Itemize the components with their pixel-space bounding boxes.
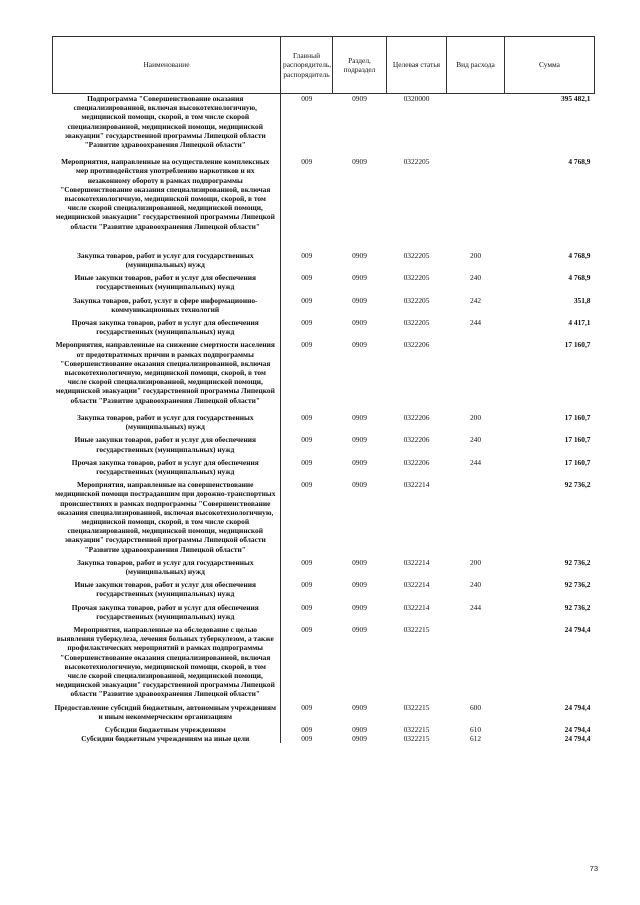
row-section-code: 0909 (352, 273, 367, 283)
row-expense-code (447, 157, 505, 251)
row-chief-code: 009 (301, 340, 313, 350)
row-target-code: 0322215 (403, 724, 430, 734)
row-expense-code (447, 340, 505, 412)
table-row (53, 435, 595, 457)
row-amount: 351,8 (573, 295, 591, 305)
row-expense-code (447, 94, 505, 158)
row-chief-code: 009 (301, 724, 313, 734)
table-row (53, 157, 595, 251)
row-amount: 17 160,7 (564, 340, 591, 350)
row-amount: 24 794,4 (564, 724, 591, 734)
row-expense-code: 242 (469, 295, 482, 305)
row-amount: 24 794,4 (564, 702, 591, 712)
table-row (53, 94, 595, 158)
row-chief-code: 009 (301, 734, 313, 744)
table-row (53, 725, 595, 734)
budget-table (52, 36, 595, 743)
row-name: Иные закупки товаров, работ и услуг для обеспечения государственных (муниципальных) нужд (53, 580, 281, 602)
row-name: Иные закупки товаров, работ и услуг для обеспечения государственных (муниципальных) нужд (53, 273, 281, 295)
row-section-code: 0909 (352, 724, 367, 734)
header-section: Раздел, подраздел (333, 37, 387, 94)
row-target-code: 0322206 (403, 435, 430, 445)
row-expense-code (447, 480, 505, 558)
table-row (53, 580, 595, 602)
row-name: Прочая закупка товаров, работ и услуг для обеспечения государственных (муниципальных) нужд (53, 458, 281, 480)
header-target-article: Целевая статья (387, 37, 447, 94)
row-expense-code: 200 (469, 250, 482, 260)
row-chief-code: 009 (301, 412, 313, 422)
table-row (53, 296, 595, 318)
row-target-code: 0322215 (403, 624, 430, 634)
row-amount: 92 736,2 (564, 557, 591, 567)
row-name: Субсидии бюджетным учреждениям (53, 725, 281, 734)
row-amount: 4 768,9 (568, 273, 591, 283)
row-amount: 17 160,7 (564, 412, 591, 422)
row-section-code: 0909 (352, 412, 367, 422)
row-expense-code: 240 (469, 273, 482, 283)
row-section-code: 0909 (352, 580, 367, 590)
row-chief-code: 009 (301, 702, 313, 712)
row-chief-code: 009 (301, 318, 313, 328)
table-header-row (53, 37, 595, 94)
row-chief-code: 009 (301, 94, 313, 103)
row-name: Мероприятия, направленные на совершенствование медицинской помощи пострадавшим при дорожно-транспортных происшествиях в рамках подпрограммы "Совершенствование оказания специализированной, включая высокотехнологичную, медицинской помощи, скорой, в том числе скорой специализированной, медицинской помощи, медицинской эвакуации" государственной программы Липецкой области "Развитие здравоохранения Липецкой области" (53, 480, 281, 558)
row-name: Прочая закупка товаров, работ и услуг для обеспечения государственных (муниципальных) нужд (53, 603, 281, 625)
row-amount: 4 417,1 (568, 318, 591, 328)
row-expense-code: 200 (469, 557, 482, 567)
row-amount: 17 160,7 (564, 435, 591, 445)
row-name: Предоставление субсидий бюджетным, автономным учреждениям и иным некоммерческим организациям (53, 703, 281, 725)
row-section-code: 0909 (352, 457, 367, 467)
table-row (53, 625, 595, 703)
row-chief-code: 009 (301, 157, 313, 167)
header-expense-type: Вид расхода (447, 37, 505, 94)
row-section-code: 0909 (352, 734, 367, 744)
row-target-code: 0322205 (403, 318, 430, 328)
row-target-code: 0322205 (403, 250, 430, 260)
table-row (53, 458, 595, 480)
row-chief-code: 009 (301, 624, 313, 634)
row-name: Закупка товаров, работ и услуг для государственных (муниципальных) нужд (53, 413, 281, 435)
table-body (53, 94, 595, 744)
row-section-code: 0909 (352, 435, 367, 445)
table-row (53, 340, 595, 412)
table-row (53, 734, 595, 743)
row-chief-code: 009 (301, 457, 313, 467)
row-name: Закупка товаров, работ, услуг в сфере информационно-коммуникационных технологий (53, 296, 281, 318)
row-section-code: 0909 (352, 557, 367, 567)
row-expense-code: 612 (469, 734, 482, 744)
table-row (53, 273, 595, 295)
row-name: Субсидии бюджетным учреждениям на иные цели (53, 734, 281, 743)
row-section-code: 0909 (352, 157, 367, 167)
row-chief-code: 009 (301, 295, 313, 305)
row-chief-code: 009 (301, 273, 313, 283)
row-target-code: 0322214 (403, 602, 430, 612)
row-target-code: 0322206 (403, 340, 430, 350)
row-target-code: 0322214 (403, 480, 430, 490)
header-name: Наименование (53, 37, 281, 94)
row-amount: 4 768,9 (568, 250, 591, 260)
row-target-code: 0322214 (403, 580, 430, 590)
row-amount: 17 160,7 (564, 457, 591, 467)
row-amount: 92 736,2 (564, 602, 591, 612)
row-target-code: 0322206 (403, 412, 430, 422)
row-name: Подпрограмма "Совершенствование оказания специализированной, включая высокотехнологичную, медицинской помощи, скорой, в том числе скорой специализированной, медицинской помощи, медицинской эвакуации" государственной программы Липецкой области "Развитие здравоохранения Липецкой области" (53, 94, 281, 158)
row-expense-code: 244 (469, 457, 482, 467)
row-target-code: 0322206 (403, 457, 430, 467)
row-chief-code: 009 (301, 557, 313, 567)
header-chief-manager: Главный распорядитель, распорядитель (281, 37, 333, 94)
row-amount: 4 768,9 (568, 157, 591, 167)
row-section-code: 0909 (352, 480, 367, 490)
header-amount: Сумма (505, 37, 595, 94)
row-name: Закупка товаров, работ и услуг для государственных (муниципальных) нужд (53, 558, 281, 580)
row-expense-code: 600 (469, 702, 482, 712)
row-chief-code: 009 (301, 480, 313, 490)
row-amount: 92 736,2 (564, 580, 591, 590)
row-name: Прочая закупка товаров, работ и услуг для обеспечения государственных (муниципальных) нужд (53, 318, 281, 340)
table-row (53, 413, 595, 435)
row-target-code: 0322205 (403, 295, 430, 305)
table-row (53, 480, 595, 558)
page-number: 73 (589, 864, 598, 873)
row-amount: 92 736,2 (564, 480, 591, 490)
row-chief-code: 009 (301, 580, 313, 590)
table-row (53, 318, 595, 340)
row-section-code: 0909 (352, 624, 367, 634)
row-section-code: 0909 (352, 702, 367, 712)
row-chief-code: 009 (301, 435, 313, 445)
table-row (53, 603, 595, 625)
row-name: Мероприятия, направленные на снижение смертности населения от предотвратимых причин в рамках подпрограммы "Совершенствование оказания специализированной, включая высокотехнологичную, медицинской помощи, скорой, в том числе скорой специализированной, медицинской помощи, медицинской эвакуации" государственной программы Липецкой области "Развитие здравоохранения Липецкой области" (53, 340, 281, 412)
row-chief-code: 009 (301, 250, 313, 260)
row-amount: 24 794,4 (564, 624, 591, 634)
row-expense-code: 200 (469, 412, 482, 422)
row-target-code: 0320000 (403, 94, 430, 103)
row-expense-code: 610 (469, 724, 482, 734)
row-target-code: 0322215 (403, 702, 430, 712)
row-section-code: 0909 (352, 94, 367, 103)
row-chief-code: 009 (301, 602, 313, 612)
table-row (53, 703, 595, 725)
row-name: Закупка товаров, работ и услуг для государственных (муниципальных) нужд (53, 251, 281, 273)
row-target-code: 0322205 (403, 157, 430, 167)
row-section-code: 0909 (352, 295, 367, 305)
row-section-code: 0909 (352, 250, 367, 260)
row-target-code: 0322215 (403, 734, 430, 744)
row-expense-code: 240 (469, 435, 482, 445)
row-section-code: 0909 (352, 602, 367, 612)
table-row (53, 558, 595, 580)
row-expense-code (447, 625, 505, 703)
row-expense-code: 244 (469, 602, 482, 612)
row-name: Мероприятия, направленные на обследование с целью выявления туберкулеза, лечения больных туберкулезом, а также профилактических мероприятий в рамках подпрограммы "Совершенствование оказания специализированной, включая высокотехнологичную, медицинской помощи, скорой, в том числе скорой специализированной, медицинской помощи, медицинской эвакуации" государственной программы Липецкой области "Развитие здравоохранения Липецкой области" (53, 625, 281, 703)
row-expense-code: 240 (469, 580, 482, 590)
row-expense-code: 244 (469, 318, 482, 328)
row-amount: 24 794,4 (564, 734, 591, 744)
row-section-code: 0909 (352, 340, 367, 350)
row-name: Мероприятия, направленные на осуществление комплексных мер противодействия употреблению наркотиков и их незаконному обороту в рамках подпрограммы "Совершенствование оказания специализированной, включая высокотехнологичную, медицинской помощи, скорой, в том числе скорой специализированной, медицинской помощи, медицинской эвакуации" государственной программы Липецкой области "Развитие здравоохранения Липецкой области" (53, 157, 281, 251)
row-target-code: 0322205 (403, 273, 430, 283)
table-row (53, 251, 595, 273)
row-section-code: 0909 (352, 318, 367, 328)
row-name: Иные закупки товаров, работ и услуг для обеспечения государственных (муниципальных) нужд (53, 435, 281, 457)
row-amount: 395 482,1 (560, 94, 591, 103)
row-target-code: 0322214 (403, 557, 430, 567)
